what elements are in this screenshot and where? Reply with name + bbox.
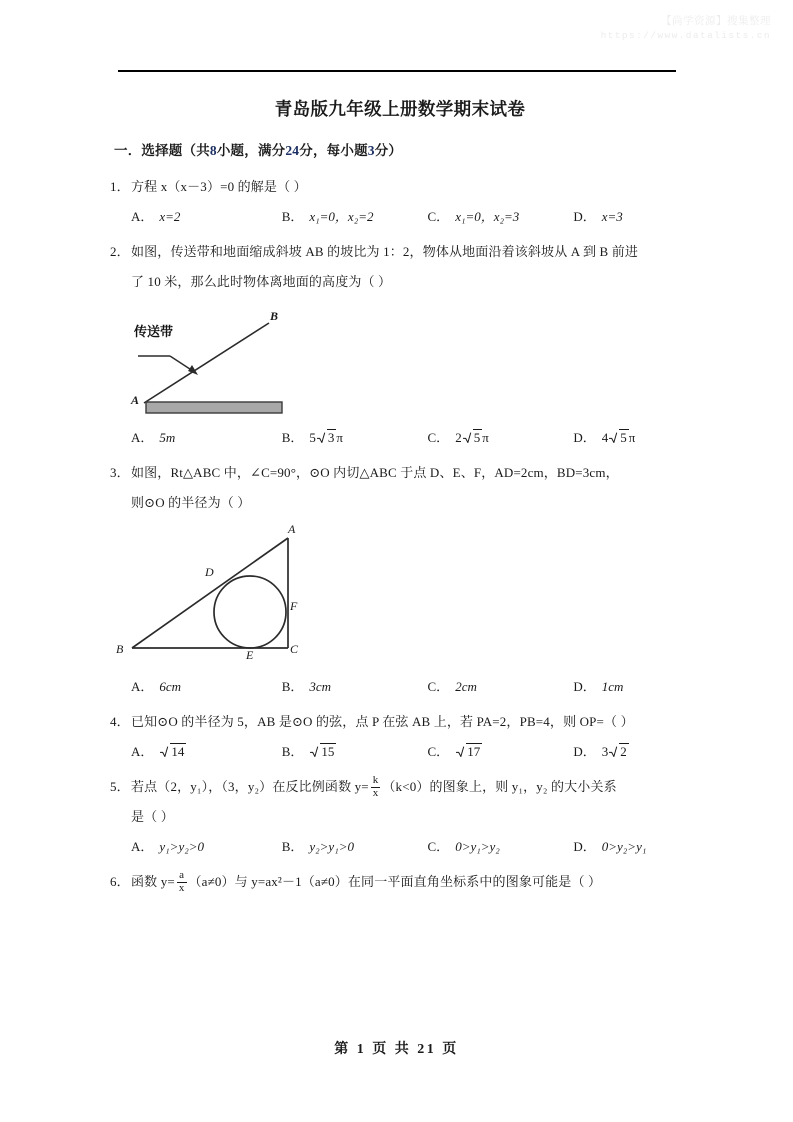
question-3-option-c[interactable] [428, 672, 574, 702]
radical-sqrt-icon [609, 423, 629, 453]
fraction-denominator: x [372, 786, 379, 799]
question-4-option-c[interactable] [428, 737, 574, 767]
radicand: 5 [473, 430, 481, 445]
question-5 [110, 772, 690, 862]
option-text: x=2 [159, 209, 181, 224]
question-4-option-d[interactable] [573, 737, 690, 767]
radicand: 2 [620, 744, 627, 759]
question-4-number: 4． [110, 714, 130, 729]
sqrt-glyph-icon [317, 432, 326, 443]
radicand: 3 [327, 430, 335, 445]
option-label: B． [281, 839, 304, 854]
radical-coefficient: 4 [601, 430, 609, 445]
triangle-point-a-label: A [288, 522, 296, 536]
radical-suffix: π [336, 430, 343, 445]
sqrt-glyph-icon [609, 746, 618, 757]
question-3-option-a[interactable] [131, 672, 282, 702]
conveyor-callout-label: 传送带 [134, 324, 174, 339]
question-5-stem-pre: 若点（2，y₁），（3，y₂）在反比例函数 y= [131, 779, 369, 794]
radical-coefficient: 2 [455, 430, 462, 445]
question-2-stem-row-1 [110, 237, 690, 267]
question-3 [110, 458, 690, 702]
question-4 [110, 707, 690, 767]
radical-sqrt-icon [160, 737, 186, 767]
radical-sqrt-icon [310, 737, 336, 767]
question-5-option-d[interactable] [573, 832, 690, 862]
question-1-options [110, 202, 690, 232]
question-3-number: 3． [110, 465, 130, 480]
question-6-number: 6． [110, 874, 130, 889]
section-heading-mid2: 分，每小题 [299, 143, 368, 158]
option-text: 0>y₂>y₁ [601, 839, 647, 854]
sqrt-glyph-icon [463, 432, 472, 443]
triangle-side-ab [132, 538, 288, 648]
conveyor-point-b-label: B [270, 309, 279, 323]
question-2 [110, 237, 690, 453]
question-2-options [110, 423, 690, 453]
option-text: 5m [159, 430, 176, 445]
question-1-option-a[interactable] [131, 202, 282, 232]
radical-sqrt-icon [609, 737, 629, 767]
question-1-stem-row [110, 172, 690, 202]
option-label: A． [131, 839, 154, 854]
question-6 [110, 867, 690, 897]
question-3-stem-row-1 [110, 458, 690, 488]
question-4-option-b[interactable] [282, 737, 428, 767]
radicand: 17 [467, 744, 481, 759]
section-total-score: 24 [285, 143, 300, 158]
option-text: y₂>y₁>0 [309, 839, 354, 854]
radicand: 14 [171, 744, 185, 759]
fraction-numerator: a [177, 870, 187, 883]
conveyor-belt-svg [110, 301, 310, 421]
ground-bar [146, 402, 282, 413]
question-4-options [110, 737, 690, 767]
option-label: D． [573, 744, 596, 759]
option-label: D． [573, 839, 596, 854]
header-divider [118, 70, 676, 72]
option-text: 2cm [455, 679, 477, 694]
question-1-option-c[interactable] [428, 202, 574, 232]
watermark-url: https://www.datalists.cn [600, 30, 771, 42]
question-3-options [110, 672, 690, 702]
question-1-option-d[interactable] [573, 202, 690, 232]
option-label: B． [281, 679, 304, 694]
question-1-option-b[interactable] [282, 202, 428, 232]
option-label: A． [131, 209, 154, 224]
conveyor-belt-diagram [110, 301, 690, 421]
radicand: 15 [321, 744, 335, 759]
radical-suffix: π [628, 430, 636, 445]
incircle-triangle-diagram [110, 520, 690, 670]
option-label: C． [427, 679, 450, 694]
question-5-stem-post: （k<0）的图象上，则 y₁，y₂ 的大小关系 [382, 779, 617, 794]
question-5-options [110, 832, 690, 862]
question-3-option-b[interactable] [282, 672, 428, 702]
fraction-denominator: x [178, 881, 185, 894]
radical-coefficient: 5 [309, 430, 316, 445]
sqrt-glyph-icon [310, 746, 319, 757]
question-2-option-c[interactable] [428, 423, 574, 453]
question-1-stem: 方程 x（x－3）=0 的解是（ ） [131, 179, 307, 194]
question-3-stem-line2: 则⊙O 的半径为（ ） [131, 495, 251, 510]
question-4-stem-row [110, 707, 690, 737]
question-6-stem-pre: 函数 y= [131, 874, 175, 889]
question-5-option-c[interactable] [428, 832, 574, 862]
section-heading-suffix: 分） [374, 143, 403, 158]
question-5-option-b[interactable] [282, 832, 428, 862]
sqrt-glyph-icon [160, 746, 169, 757]
question-2-option-d[interactable] [573, 423, 690, 453]
question-6-stem-post: （a≠0）与 y=ax²－1（a≠0）在同一平面直角坐标系中的图象可能是（ ） [188, 874, 602, 889]
radical-sqrt-icon [456, 737, 482, 767]
triangle-point-b-label: B [116, 642, 124, 656]
option-label: D． [573, 209, 596, 224]
question-3-stem-line1: 如图，Rt△ABC 中，∠C=90°，⊙O 内切△ABC 于点 D、E、F，AD=2cm，BD=3cm， [131, 465, 619, 480]
radical-coefficient: 3 [601, 744, 609, 759]
sqrt-glyph-icon [456, 746, 465, 757]
question-1 [110, 172, 690, 232]
option-label: B． [281, 209, 304, 224]
section-per-score: 3 [367, 143, 375, 158]
question-3-option-d[interactable] [573, 672, 690, 702]
option-text: 3cm [309, 679, 332, 694]
question-2-stem-line2: 了 10 米，那么此时物体离地面的高度为（ ） [131, 274, 392, 289]
question-2-option-b[interactable] [282, 423, 428, 453]
question-5-stem-row-1 [110, 772, 690, 802]
section-heading-mid1: 小题，满分 [216, 143, 286, 158]
triangle-point-e-label: E [246, 648, 254, 662]
section-heading-choice [114, 139, 690, 159]
page-footer: 第 1 页 共 21 页 [334, 1042, 459, 1057]
question-2-number: 2． [110, 244, 130, 259]
option-label: A． [131, 430, 154, 445]
option-label: B． [281, 430, 304, 445]
option-label: D． [573, 679, 596, 694]
fraction-a-over-x [177, 870, 187, 895]
option-label: C． [427, 430, 450, 445]
option-text: 0>y₁>y₂ [455, 839, 500, 854]
option-text: x=3 [601, 209, 623, 224]
option-label: C． [427, 744, 450, 759]
document-content [110, 96, 690, 902]
option-text: y₁>y₂>0 [159, 839, 205, 854]
question-5-stem-line2: 是（ ） [131, 809, 174, 824]
question-2-stem-line1: 如图，传送带和地面缩成斜坡 AB 的坡比为 1：2，物体从地面沿着该斜坡从 A 到 B 前进 [131, 244, 639, 259]
triangle-point-c-label: C [290, 642, 299, 656]
question-4-option-a[interactable] [131, 737, 282, 767]
conveyor-point-a-label: A [131, 393, 140, 407]
triangle-point-d-label: D [205, 565, 214, 579]
question-5-option-a[interactable] [131, 832, 282, 862]
section-heading-prefix: 一．选择题（共 [114, 143, 210, 158]
fraction-k-over-x [371, 775, 381, 800]
radicand: 5 [620, 430, 627, 445]
question-6-stem-row [110, 867, 690, 897]
sqrt-glyph-icon [609, 432, 618, 443]
option-label: C． [427, 209, 450, 224]
question-4-stem: 已知⊙O 的半径为 5，AB 是⊙O 的弦，点 P 在弦 AB 上，若 PA=2，PB=4，则 OP=（ ） [131, 714, 634, 729]
inscribed-circle [214, 576, 286, 648]
question-1-number: 1． [110, 179, 130, 194]
option-label: D． [573, 430, 596, 445]
option-text: x₁=0，x₂=2 [309, 209, 374, 224]
watermark [601, 14, 771, 43]
triangle-point-f-label: F [290, 599, 298, 613]
question-2-option-a[interactable] [131, 423, 282, 453]
radical-suffix: π [482, 430, 489, 445]
option-text: 1cm [601, 679, 624, 694]
fraction-numerator: k [372, 773, 379, 786]
option-label: A． [131, 744, 154, 759]
option-label: B． [281, 744, 304, 759]
watermark-cn-text: 【尚学资源】搜集整理 [661, 15, 771, 27]
option-text: 6cm [159, 679, 182, 694]
section-question-count: 8 [209, 143, 217, 158]
option-label: A． [131, 679, 154, 694]
option-text: x₁=0，x₂=3 [455, 209, 520, 224]
option-label: C． [427, 839, 450, 854]
page-title: 青岛版九年级上册数学期末试卷 [274, 99, 526, 119]
radical-sqrt-icon [463, 423, 483, 453]
question-5-number: 5． [110, 779, 130, 794]
radical-sqrt-icon [317, 423, 337, 453]
